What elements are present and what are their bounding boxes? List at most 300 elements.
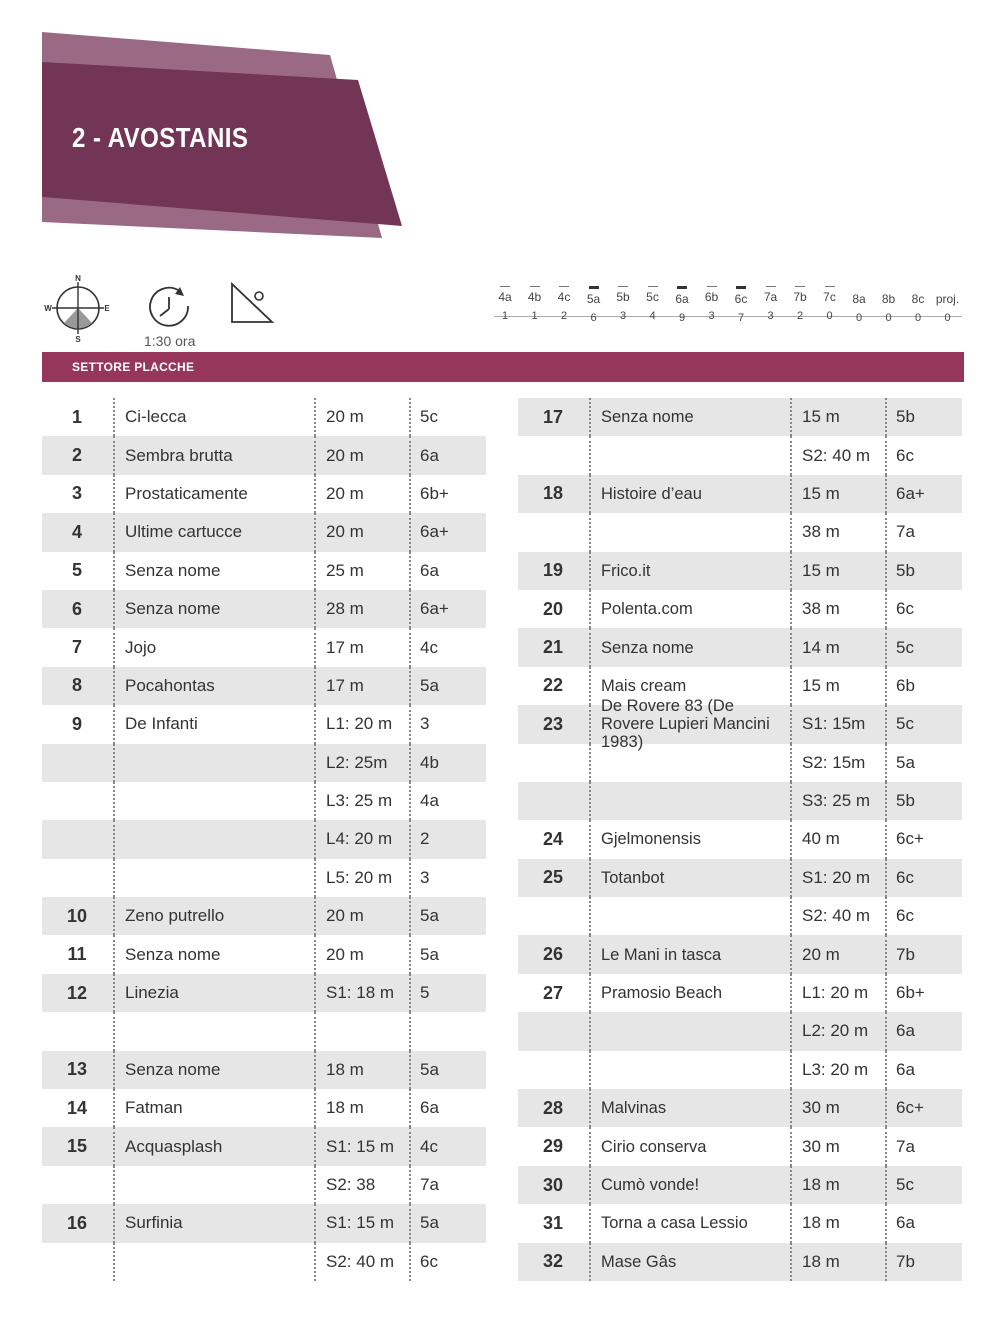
route-number: 21 (542, 637, 564, 658)
table-row (42, 398, 486, 436)
route-number: 19 (542, 560, 564, 581)
column-separator (885, 1051, 887, 1089)
column-separator (790, 705, 792, 743)
route-name: Pramosio Beach (601, 984, 723, 1003)
route-grade (420, 1012, 480, 1050)
grade-marker (500, 286, 510, 287)
route-grade: 6c (896, 906, 914, 926)
column-separator (790, 436, 792, 474)
column-separator (314, 628, 316, 666)
grade-marker (884, 286, 894, 289)
column-separator (314, 436, 316, 474)
grade-column (903, 286, 933, 324)
route-length: S2: 38 (326, 1175, 376, 1194)
column-separator (409, 436, 411, 474)
route-name: Zeno putrello (125, 906, 225, 926)
column-separator (113, 1204, 115, 1242)
route-length: 15 m (802, 407, 840, 427)
route-length: 28 m (326, 599, 364, 619)
column-separator (314, 475, 316, 513)
column-separator (314, 1051, 316, 1089)
grade-label: 4b (527, 290, 542, 304)
page-title: 2 - AVOSTANIS (72, 122, 249, 153)
route-length: 20 m (326, 407, 364, 427)
grade-count: 3 (767, 310, 774, 322)
route-number: 24 (542, 828, 564, 849)
table-row (42, 436, 486, 474)
column-separator (409, 398, 411, 436)
route-number (42, 1012, 112, 1050)
column-separator (790, 1166, 792, 1204)
route-grade: 5 (420, 983, 430, 1003)
grade-label: 4a (498, 290, 512, 304)
compass-s-label: S (75, 335, 81, 344)
grade-column (697, 286, 727, 322)
column-separator (589, 667, 591, 705)
column-separator (885, 1127, 887, 1165)
column-separator (885, 1166, 887, 1204)
route-name (601, 1051, 791, 1089)
route-name (125, 859, 310, 897)
grade-label: 4c (557, 290, 571, 304)
column-separator (314, 667, 316, 705)
route-number (518, 744, 588, 782)
route-length: S1: 20 m (802, 867, 871, 887)
grade-count: 0 (855, 312, 863, 324)
grade-marker (854, 286, 864, 289)
grade-marker (913, 286, 923, 289)
route-length: 20 m (802, 944, 840, 964)
column-separator (790, 1089, 792, 1127)
route-length: 38 m (802, 522, 840, 542)
route-length: S2: 40 m (326, 1251, 395, 1271)
route-length: 18 m (326, 1059, 364, 1079)
grade-label: 7a (763, 290, 778, 304)
column-separator (409, 1204, 411, 1242)
grade-column (608, 286, 638, 322)
route-grade: 6c+ (896, 1098, 924, 1118)
compass-icon (42, 272, 114, 344)
route-grade: 6c+ (896, 829, 924, 849)
route-grade: 4c (420, 1136, 438, 1156)
route-name: Malvinas (601, 1099, 667, 1118)
route-grade: 6c (420, 1251, 438, 1271)
route-grade: 4a (420, 791, 439, 811)
grade-label: 7c (823, 290, 836, 304)
table-row (42, 935, 486, 973)
table-row (42, 820, 486, 858)
column-separator (790, 935, 792, 973)
column-separator (589, 436, 591, 474)
route-name: De Rovere 83 (De Rovere Lupieri Mancini 1983) (601, 697, 770, 752)
column-separator (314, 1127, 316, 1165)
route-number (42, 820, 112, 858)
column-separator (409, 1166, 411, 1204)
route-grade: 5a (420, 1213, 439, 1233)
grade-count: 6 (590, 312, 597, 324)
column-separator (314, 590, 316, 628)
route-grade: 5c (420, 407, 438, 427)
table-row (518, 552, 962, 590)
column-separator (409, 590, 411, 628)
route-grade: 6b+ (420, 483, 449, 503)
table-row (42, 744, 486, 782)
route-length: S1: 15m (802, 714, 866, 734)
route-length: L5: 20 m (326, 867, 393, 887)
route-number: 5 (71, 560, 82, 581)
column-separator (113, 590, 115, 628)
table-row (42, 1243, 486, 1281)
grade-label: proj. (935, 292, 960, 306)
column-separator (589, 897, 591, 935)
route-grade: 5c (896, 1175, 914, 1194)
column-separator (113, 897, 115, 935)
compass-e-label: E (104, 304, 110, 313)
grade-label: 8c (911, 292, 925, 306)
compass-w-label: W (44, 304, 52, 313)
route-number: 13 (66, 1059, 88, 1080)
route-number (42, 859, 112, 897)
route-grade: 6a (896, 1021, 915, 1041)
route-grade: 7b (896, 944, 915, 964)
grade-label: 6a (675, 292, 689, 306)
column-separator (589, 705, 591, 743)
column-separator (790, 1204, 792, 1242)
route-length: L1: 20 m (802, 983, 869, 1003)
table-row (42, 1051, 486, 1089)
route-name: Histoire d’eau (601, 484, 702, 503)
route-length: 30 m (802, 1136, 840, 1156)
table-row (42, 590, 486, 628)
route-name (125, 1166, 310, 1204)
column-separator (409, 1127, 411, 1165)
column-separator (790, 1051, 792, 1089)
column-separator (589, 398, 591, 436)
grade-label: 8b (881, 292, 896, 306)
column-separator (885, 935, 887, 973)
column-separator (589, 513, 591, 551)
route-number: 4 (71, 521, 82, 542)
route-grade: 7a (420, 1175, 439, 1194)
column-separator (885, 897, 887, 935)
table-row (42, 705, 486, 743)
column-separator (409, 935, 411, 973)
route-length: S3: 25 m (802, 791, 871, 811)
route-length: L4: 20 m (326, 829, 393, 849)
column-separator (790, 398, 792, 436)
column-separator (113, 513, 115, 551)
table-row (518, 436, 962, 474)
column-separator (314, 1204, 316, 1242)
table-row (42, 1204, 486, 1242)
route-number: 20 (542, 598, 564, 619)
column-separator (885, 667, 887, 705)
route-name: Acquasplash (125, 1136, 223, 1156)
route-number (518, 1051, 588, 1089)
route-grade: 5c (896, 714, 914, 734)
column-separator (885, 782, 887, 820)
route-length: L1: 20 m (326, 714, 393, 734)
table-row (518, 1012, 962, 1050)
column-separator (589, 1051, 591, 1089)
column-separator (885, 436, 887, 474)
column-separator (409, 820, 411, 858)
column-separator (409, 974, 411, 1012)
column-separator (314, 782, 316, 820)
route-grade: 5c (896, 637, 914, 657)
column-separator (885, 705, 887, 743)
route-length: 18 m (802, 1175, 840, 1194)
column-separator (885, 974, 887, 1012)
grade-distribution (490, 286, 962, 336)
route-name: Senza nome (601, 408, 694, 427)
column-separator (589, 1012, 591, 1050)
table-row (42, 475, 486, 513)
column-separator (589, 859, 591, 897)
grade-column (785, 286, 815, 322)
route-name (601, 782, 791, 820)
column-separator (314, 1089, 316, 1127)
route-name: Jojo (125, 637, 157, 657)
route-length: 15 m (802, 675, 840, 695)
column-separator (113, 935, 115, 973)
grade-column (844, 286, 874, 324)
route-name (601, 897, 791, 935)
column-separator (885, 552, 887, 590)
route-grade: 5a (896, 752, 915, 772)
route-length: L2: 25m (326, 752, 388, 772)
column-separator (885, 1243, 887, 1281)
route-length: 40 m (802, 829, 840, 849)
route-number: 22 (542, 675, 564, 696)
route-grade: 2 (420, 829, 430, 849)
route-number: 30 (542, 1174, 564, 1195)
column-separator (885, 398, 887, 436)
table-row (518, 1051, 962, 1089)
column-separator (409, 859, 411, 897)
table-row (42, 513, 486, 551)
route-grade: 5a (420, 675, 439, 695)
route-number: 25 (542, 867, 564, 888)
grade-marker (707, 286, 717, 287)
route-name (125, 1012, 310, 1050)
grade-column (815, 286, 845, 322)
column-separator (589, 1166, 591, 1204)
route-name (125, 820, 310, 858)
route-length: 20 m (326, 906, 364, 926)
route-number: 29 (542, 1136, 564, 1157)
route-number: 10 (66, 905, 88, 926)
column-separator (113, 1012, 115, 1050)
route-length: L3: 25 m (326, 791, 393, 811)
column-separator (589, 1127, 591, 1165)
route-number (518, 436, 588, 474)
route-grade: 6a (420, 560, 439, 580)
column-separator (113, 782, 115, 820)
column-separator (113, 974, 115, 1012)
table-row (518, 744, 962, 782)
grade-count: 2 (560, 310, 568, 322)
route-name: Le Mani in tasca (601, 945, 722, 964)
column-separator (885, 744, 887, 782)
grade-count: 1 (531, 310, 538, 322)
route-number: 7 (71, 637, 82, 658)
column-separator (790, 1243, 792, 1281)
column-separator (409, 667, 411, 705)
table-row (42, 1166, 486, 1204)
table-row (42, 1127, 486, 1165)
column-separator (409, 744, 411, 782)
column-separator (885, 820, 887, 858)
column-separator (113, 1243, 115, 1281)
route-grade: 5b (896, 560, 915, 580)
route-name: Frico.it (601, 561, 651, 580)
grade-marker (736, 286, 746, 289)
table-row (518, 398, 962, 436)
grade-column (638, 286, 668, 322)
column-separator (589, 475, 591, 513)
grade-count: 0 (826, 310, 833, 322)
table-row (42, 782, 486, 820)
route-length: S1: 15 m (326, 1213, 395, 1233)
route-grade: 5a (420, 1059, 439, 1079)
route-grade: 7b (896, 1251, 915, 1271)
route-length: 15 m (802, 483, 840, 503)
route-length: 18 m (326, 1098, 364, 1118)
column-separator (113, 859, 115, 897)
column-separator (314, 1243, 316, 1281)
column-separator (314, 705, 316, 743)
table-row (518, 1243, 962, 1281)
route-grade: 6a+ (896, 483, 925, 503)
column-separator (113, 1089, 115, 1127)
route-grade: 4b (420, 752, 439, 772)
table-row (518, 1166, 962, 1204)
column-separator (790, 628, 792, 666)
grade-column (933, 286, 963, 324)
route-number (42, 744, 112, 782)
grade-marker (559, 286, 569, 287)
column-separator (113, 475, 115, 513)
grade-count: 0 (944, 312, 951, 324)
grade-column (549, 286, 579, 322)
column-separator (409, 897, 411, 935)
grade-marker (766, 286, 776, 287)
column-separator (885, 1204, 887, 1242)
table-row (518, 782, 962, 820)
table-row (518, 697, 962, 752)
column-separator (885, 628, 887, 666)
grade-column (490, 286, 520, 322)
column-separator (790, 552, 792, 590)
route-length: S2: 40 m (802, 906, 871, 926)
column-separator (885, 1089, 887, 1127)
route-name: Fatman (125, 1098, 183, 1118)
column-separator (790, 475, 792, 513)
sector-label: SETTORE PLACCHE (72, 360, 195, 374)
table-row (518, 628, 962, 666)
column-separator (589, 1243, 591, 1281)
grade-marker (618, 286, 628, 287)
route-grade: 3 (420, 867, 430, 887)
route-name: Pocahontas (125, 675, 215, 695)
route-number (518, 1012, 588, 1050)
grade-count: 7 (737, 312, 745, 324)
route-length: L2: 20 m (802, 1021, 869, 1041)
route-length: 38 m (802, 599, 840, 619)
route-number: 11 (67, 944, 87, 965)
column-separator (790, 1127, 792, 1165)
route-length: 20 m (326, 522, 364, 542)
route-name: Ci-lecca (125, 407, 187, 427)
route-length: L3: 20 m (802, 1059, 869, 1079)
route-name: Senza nome (601, 638, 694, 657)
route-number (518, 897, 588, 935)
column-separator (113, 667, 115, 705)
route-name: Senza nome (125, 944, 221, 964)
column-separator (113, 744, 115, 782)
routes-table-right (518, 398, 962, 1281)
table-row (518, 1127, 962, 1165)
grade-count: 4 (649, 310, 656, 322)
grade-label: 6b (704, 290, 719, 304)
column-separator (113, 1166, 115, 1204)
route-name: Cirio conserva (601, 1137, 707, 1156)
route-number: 6 (71, 598, 82, 619)
route-grade: 6a+ (420, 599, 449, 619)
column-separator (409, 1051, 411, 1089)
column-separator (790, 1012, 792, 1050)
approach-time: 1:30 ora (144, 333, 196, 349)
route-grade: 6a (896, 1059, 915, 1079)
column-separator (409, 475, 411, 513)
column-separator (113, 552, 115, 590)
grade-column (874, 286, 904, 324)
route-name (125, 744, 310, 782)
route-name: Mais cream (601, 676, 687, 695)
column-separator (409, 782, 411, 820)
route-name (125, 1243, 310, 1281)
route-name (601, 744, 791, 782)
grade-marker (943, 286, 953, 289)
route-length: 17 m (326, 637, 364, 657)
column-separator (885, 590, 887, 628)
column-separator (314, 744, 316, 782)
table-row (42, 859, 486, 897)
column-separator (409, 628, 411, 666)
route-grade: 6a (896, 1213, 915, 1233)
route-grade: 6b+ (896, 983, 925, 1003)
route-number: 2 (71, 445, 82, 466)
route-number: 14 (66, 1097, 88, 1118)
route-name: Prostaticamente (125, 483, 248, 503)
column-separator (409, 1243, 411, 1281)
table-row (518, 935, 962, 973)
route-grade: 5b (896, 791, 915, 811)
route-number: 32 (542, 1251, 564, 1272)
route-number: 12 (66, 982, 88, 1003)
route-name: Senza nome (125, 599, 221, 619)
grade-count: 9 (678, 312, 686, 324)
column-separator (790, 897, 792, 935)
column-separator (113, 436, 115, 474)
column-separator (885, 1012, 887, 1050)
route-number: 26 (542, 944, 564, 965)
route-length: S1: 15 m (326, 1136, 395, 1156)
column-separator (589, 1204, 591, 1242)
column-separator (409, 552, 411, 590)
table-row (42, 897, 486, 935)
